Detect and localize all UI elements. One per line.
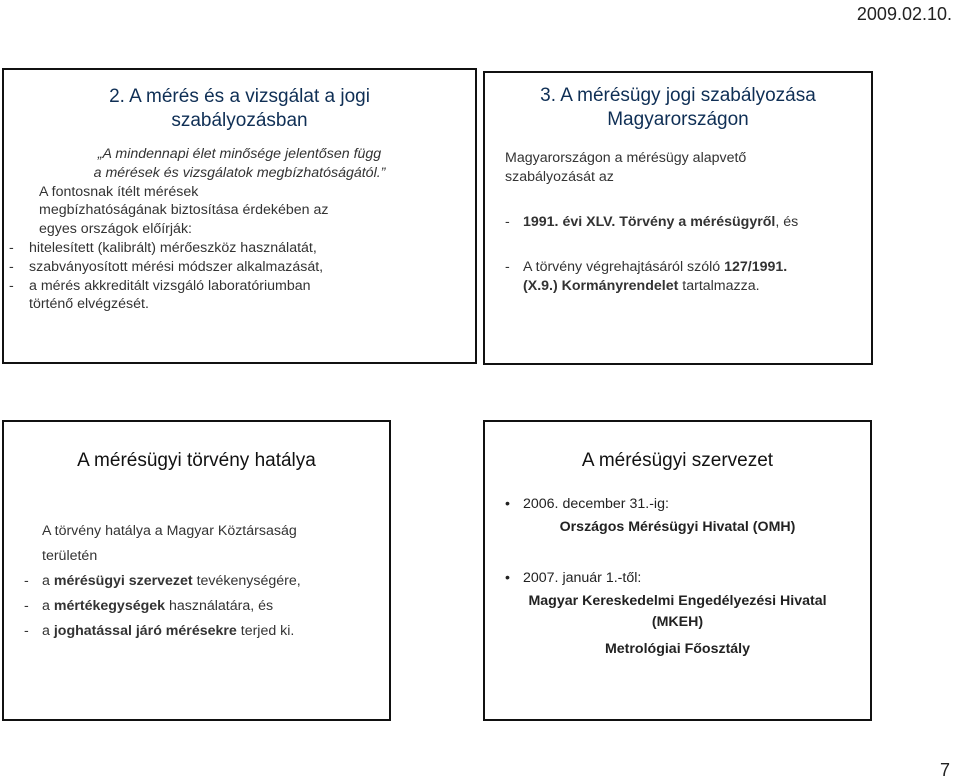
page-number: 7 bbox=[939, 760, 950, 780]
dash-bullet: - bbox=[9, 239, 14, 256]
quote-line: a mérések és vizsgálatok megbízhatóságától.” bbox=[93, 164, 386, 181]
slide-body bbox=[24, 519, 384, 644]
intro-line: megbízhatóságának biztosítása érdekében az bbox=[39, 202, 329, 219]
intro-line: területén bbox=[42, 548, 98, 564]
slide-title bbox=[485, 84, 871, 132]
slide-body bbox=[485, 494, 870, 660]
list-item-text: a bbox=[42, 623, 54, 639]
list-item bbox=[9, 277, 470, 296]
list-item bbox=[485, 568, 870, 589]
list-item-text: 2007. január 1.-től: bbox=[523, 570, 642, 586]
decree-reference: (X.9.) Kormányrendelet bbox=[523, 278, 679, 294]
slide-title: A mérésügyi törvény hatálya bbox=[77, 450, 316, 471]
date-label: 2009.02.10. bbox=[856, 4, 952, 24]
title-line: 2. A mérés és a vizsgálat a jogi bbox=[109, 86, 370, 107]
slide-law-scope bbox=[2, 420, 391, 721]
organization-name: Magyar Kereskedelmi Engedélyezési Hivatal bbox=[528, 593, 827, 609]
slide-title: A mérésügyi szervezet bbox=[581, 450, 774, 471]
quote-line: „A mindennapi élet minősége jelentősen függ bbox=[97, 146, 382, 162]
list-item bbox=[9, 239, 470, 258]
list-item-text: hitelesített (kalibrált) mérőeszköz használatát, bbox=[29, 239, 317, 256]
dash-bullet: - bbox=[9, 258, 14, 275]
list-item-text: tevékenységére, bbox=[192, 573, 301, 589]
bullet-dot: • bbox=[505, 496, 510, 512]
list-item-text: a mérés akkreditált vizsgáló laboratóriumban bbox=[29, 277, 311, 294]
dash-bullet: - bbox=[24, 623, 29, 639]
title-line: szabályozásban bbox=[171, 110, 308, 131]
list-item-text: A törvény végrehajtásáról szóló bbox=[523, 259, 725, 275]
list-item-text: terjed ki. bbox=[236, 623, 295, 639]
slide-metrology-organization bbox=[483, 420, 872, 721]
department-name: Metrológiai Főosztály bbox=[604, 641, 751, 657]
intro-line: egyes országok előírják: bbox=[39, 221, 192, 238]
list-item bbox=[24, 619, 384, 644]
slide-measurement-legal-regulation bbox=[2, 68, 477, 364]
list-item-text: szabványosított mérési módszer alkalmazását, bbox=[29, 258, 324, 275]
title-line: 3. A mérésügy jogi szabályozása bbox=[540, 85, 816, 106]
list-item-continuation: történő elvégzését. bbox=[29, 296, 149, 313]
list-item bbox=[24, 594, 384, 619]
list-item bbox=[505, 213, 863, 232]
slide-title bbox=[4, 85, 475, 133]
list-item bbox=[24, 569, 384, 594]
emphasis: mérésügyi szervezet bbox=[53, 573, 193, 589]
emphasis: mértékegységek bbox=[53, 598, 166, 614]
dash-bullet: - bbox=[9, 277, 14, 294]
list-item-text: tartalmazza. bbox=[678, 278, 760, 294]
bullet-dot: • bbox=[505, 570, 510, 586]
list-item-text: a bbox=[42, 598, 54, 614]
list-item-continuation bbox=[505, 277, 863, 296]
organization-abbreviation: (MKEH) bbox=[651, 614, 704, 630]
dash-bullet: - bbox=[24, 573, 29, 589]
intro-line: A törvény hatálya a Magyar Köztársaság bbox=[42, 523, 297, 539]
intro-line: szabályozását az bbox=[505, 169, 614, 185]
slide-hungarian-regulation bbox=[483, 71, 873, 365]
list-item-text: használatára, és bbox=[165, 598, 274, 614]
dash-bullet: - bbox=[24, 598, 29, 614]
list-item-text: 2006. december 31.-ig: bbox=[523, 496, 669, 512]
list-item-text: , és bbox=[775, 214, 799, 230]
list-item-text: a bbox=[42, 573, 54, 589]
decree-number: 127/1991. bbox=[724, 259, 788, 275]
slide-body bbox=[9, 145, 470, 314]
list-item bbox=[9, 258, 470, 277]
list-item bbox=[485, 494, 870, 515]
intro-line: A fontosnak ítélt mérések bbox=[39, 183, 199, 200]
slide-body bbox=[505, 149, 863, 296]
dash-bullet: - bbox=[505, 259, 510, 275]
law-reference: 1991. évi XLV. Törvény a mérésügyről bbox=[523, 214, 776, 230]
dash-bullet: - bbox=[505, 214, 510, 230]
list-item bbox=[505, 258, 863, 277]
intro-line: Magyarországon a mérésügy alapvető bbox=[505, 150, 747, 166]
title-line: Magyarországon bbox=[607, 109, 749, 130]
emphasis: joghatással járó mérésekre bbox=[53, 623, 237, 639]
organization-name: Országos Mérésügyi Hivatal (OMH) bbox=[559, 519, 796, 535]
